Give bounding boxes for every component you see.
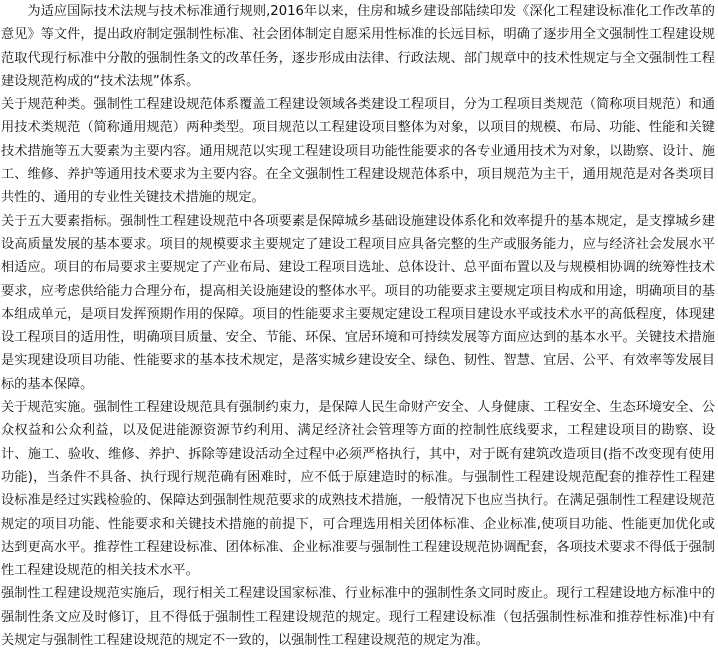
paragraph-five-elements: 关于五大要素指标。强制性工程建设规范中各项要素是保障城乡基础设施建设体系化和效率提升的基本规定，是支撑城乡建设高质量发展的基本要求。项目的规模要求主要规定了建设工程项目应具备完整的生产或服务能力，应与经济社会发展水平相适应。项目的布局要求主要规定了产业布局、建设工程项目选址、总体设计、总平面布置以及与规模相协调的统筹性技术要求，应考虑供给能力合理分布，提高相关设施建设的整体水平。项目的功能要求主要规定项目构成和用途，明确项目的基本组成单元，是项目发挥预期作用的保障。项目的性能要求主要规定建设工程项目建设水平或技术水平的高低程度，体现建设工程项目的适用性，明确项目质量、安全、节能、环保、宜居环境和可持续发展等方面应达到的基本水平。关键技术措施是实现建设项目功能、性能要求的基本技术规定，是落实城乡建设安全、绿色、韧性、智慧、宜居、公平、有效率等发展目标的基本保障。 [1, 213, 715, 392]
paragraph-implementation: 关于规范实施。强制性工程建设规范具有强制约束力，是保障人民生命财产安全、人身健康、工程安全、生态环境安全、公众权益和公众利益，以及促进能源资源节约利用、满足经济社会管理等方面的控制性底线要求，工程建设项目的勘察、设计、施工、验收、维修、养护、拆除等建设活动全过程中必须严格执行，其中，对于既有建筑改造项目(指不改变现有使用功能)，当条件不具备、执行现行规范确有困难时，应不低于原建造时的标准。与强制性工程建设规范配套的推荐性工程建设标准是经过实践检验的、保障达到强制性规范要求的成熟技术措施，一般情况下也应当执行。在满足强制性工程建设规范规定的项目功能、性能要求和关键技术措施的前提下，可合理选用相关团体标准、企业标准,使项目功能、性能更加优化或达到更高水平。推荐性工程建设标准、团体标准、企业标准要与强制性工程建设规范协调配套，各项技术要求不得低于强制性工程建设规范的相关技术水平。 [1, 400, 715, 579]
paragraph-repeal: 强制性工程建设规范实施后，现行相关工程建设国家标准、行业标准中的强制性条文同时废止。现行工程建设地方标准中的强制性条文应及时修订，且不得低于强制性工程建设规范的规定。现行工程建设标准（包括强制性标准和推荐性标准)中有关规定与强制性工程建设规范的规定不一致的，以强制性工程建设规范的规定为准。 [1, 586, 715, 649]
paragraph-spec-types: 关于规范种类。强制性工程建设规范体系覆盖工程建设领域各类建设工程项目，分为工程项目类规范（简称项目规范）和通用技术类规范（简称通用规范）两种类型。项目规范以工程建设项目整体为对象，以项目的规模、布局、功能、性能和关键技术措施等五大要素为主要内容。通用规范以实现工程建设项目功能性能要求的各专业通用技术为对象，以勘察、设计、施工、维修、养护等通用技术要求为主要内容。在全文强制性工程建设规范体系中，项目规范为主干，通用规范是对各类项目共性的、通用的专业性关键技术措施的规定。 [1, 97, 715, 206]
paragraph-intro: 为适应国际技术法规与技术标准通行规则,2016年以来，住房和城乡建设部陆续印发《深化工程建设标准化工作改革的意见》等文件，提出政府制定强制性标准、社会团体制定自愿采用性标准的长远目标，明确了逐步用全文强制性工程建设规范取代现行标准中分散的强制性条文的改革任务，逐步形成由法律、行政法规、部门规章中的技术性规定与全文强制性工程建设规范构成的“技术法规”体系。 [1, 4, 715, 89]
